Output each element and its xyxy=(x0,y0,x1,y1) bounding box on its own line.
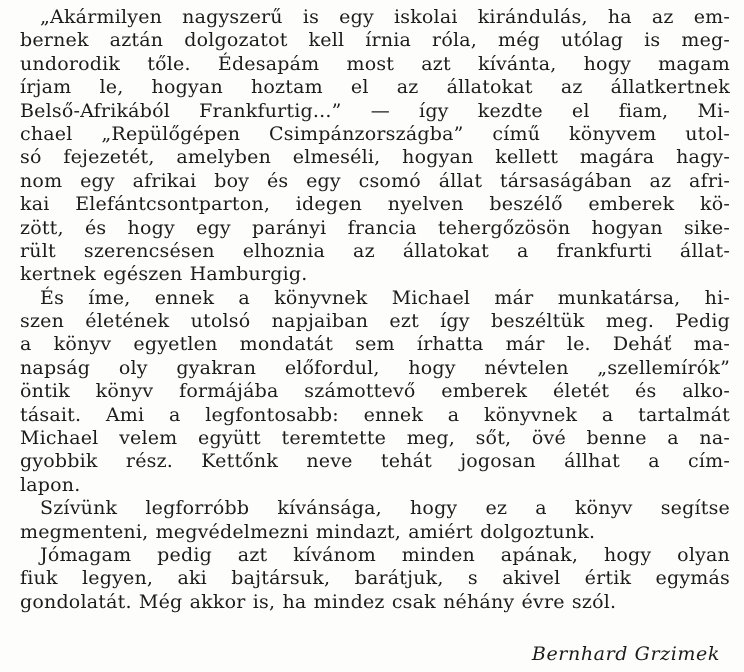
text-line: zött, és hogy egy parányi francia tehergőzösön hogyan sike- xyxy=(20,216,730,239)
author-signature: Bernhard Grzimek xyxy=(531,643,720,665)
text-line: öntik könyv formájába számottevő emberek életét és alko- xyxy=(20,380,730,403)
text-line: írjam le, hogyan hoztam el az állatokat az állatkertnek xyxy=(20,76,730,99)
text-line: Michael velem együtt teremtette meg, sőt, övé benne a na- xyxy=(20,427,730,450)
text-line: só fejezetét, amelyben elmeséli, hogyan kellett magára hagy- xyxy=(20,146,730,169)
paragraph-4 xyxy=(20,544,730,614)
text-line: szen életének utolsó napjaiban ezt így beszéltük meg. Pedig xyxy=(20,310,730,333)
paragraph-3 xyxy=(20,497,730,544)
text-line: fiuk legyen, aki bajtársuk, barátjuk, s akivel értik egymás xyxy=(20,567,730,590)
text-line: lapon. xyxy=(20,473,81,496)
text-line: rült szerencsésen elhoznia az állatokat a frankfurti állat- xyxy=(20,239,730,262)
paragraph-2 xyxy=(20,287,730,498)
text-line: tásait. Ami a legfontosabb: ennek a könyvnek a tartalmát xyxy=(20,403,730,426)
text-line: a könyv egyetlen mondatát sem írhatta már le. Deháť ma- xyxy=(20,333,730,356)
text-line: megmenteni, megvédelmezni mindazt, amiért dolgoztunk. xyxy=(20,520,596,543)
text-line: És íme, ennek a könyvnek Michael már munkatársa, hi- xyxy=(40,286,730,309)
preface-text xyxy=(20,6,730,614)
text-line: gyobbik rész. Kettőnk neve tehát jogosan állhat a cím- xyxy=(20,450,730,473)
paragraph-1 xyxy=(20,6,730,287)
text-line: Belső-Afrikából Frankfurtig...” — így kezdte el fiam, Mi- xyxy=(20,99,730,122)
text-line: napság oly gyakran előfordul, hogy névtelen „szellemírók” xyxy=(20,356,730,379)
text-line: Szívünk legforróbb kívánsága, hogy ez a könyv segítse xyxy=(40,497,730,520)
text-line: gondolatát. Még akkor is, ha mindez csak néhány évre szól. xyxy=(20,590,617,613)
text-line: undorodik tőle. Édesapám most azt kívánta, hogy magam xyxy=(20,52,730,75)
text-line: kai Elefántcsontparton, idegen nyelven beszélő emberek kö- xyxy=(20,193,730,216)
text-line: bernek aztán dolgozatot kell írnia róla, még utólag is meg- xyxy=(20,29,730,52)
text-line: chael „Repülőgépen Csimpánzországba” című könyvem utol- xyxy=(20,122,730,145)
text-line: nom egy afrikai boy és egy csomó állat társaságában az afri- xyxy=(20,169,730,192)
text-line: „Akármilyen nagyszerű is egy iskolai kirándulás, ha az em- xyxy=(40,6,730,28)
text-line: kertnek egészen Hamburgig. xyxy=(20,263,308,286)
text-line: Jómagam pedig azt kívánom minden apának, hogy olyan xyxy=(40,543,730,566)
